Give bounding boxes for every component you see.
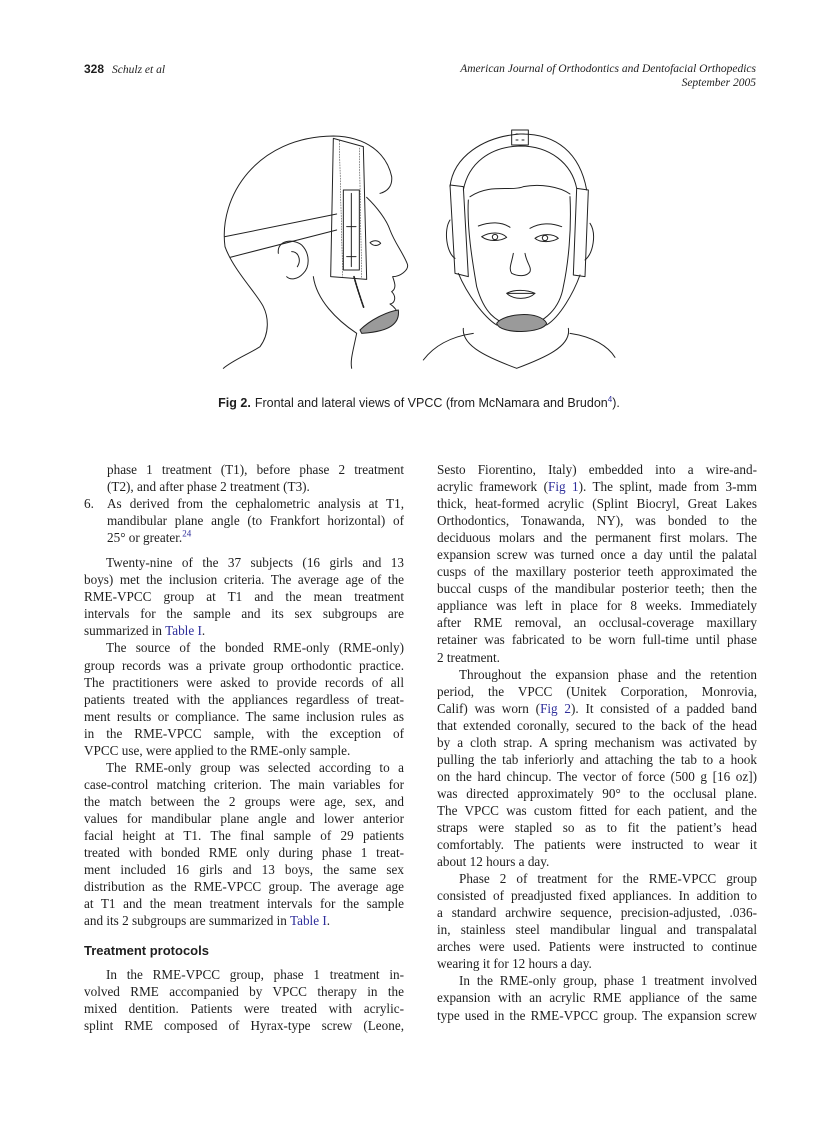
page-number: 328 <box>84 62 105 76</box>
text-line: volved RME accompanied by VPCC therapy in the <box>84 984 404 1000</box>
text-line: treated with bonded RME only during phase 1 treat- <box>84 845 404 861</box>
running-header-right <box>460 62 756 90</box>
paragraph <box>84 759 404 929</box>
text-line: deciduous molars and the permanent first molars. The <box>437 530 757 546</box>
caption-reference[interactable]: 4 <box>607 394 613 404</box>
text-line: The RME-only group was selected according to a <box>106 759 404 775</box>
text-line: facial height at T1. The final sample of 29 patients <box>84 827 404 843</box>
text-line: Orthodontics, Tonawanda, NY), was bonded to the <box>437 513 757 529</box>
cross-reference-link[interactable]: Table I <box>165 623 202 639</box>
text-line: group records was a private group orthodontic practice. <box>84 657 404 673</box>
text-line: at T1 and the mean treatment intervals for the sample <box>84 896 404 912</box>
text-line: The practitioners were asked to provide records of all <box>84 674 404 690</box>
list-number: 6. <box>84 496 94 512</box>
text-line: and its 2 subgroups are summarized in Table I. <box>84 913 331 929</box>
text-line: phase 1 treatment (T1), before phase 2 treatment <box>107 462 404 477</box>
reference-superscript[interactable]: 24 <box>182 528 192 539</box>
caption-end: ). <box>612 396 620 410</box>
text-line: arches were used. Patients were instructed to continue <box>437 939 757 955</box>
text-line: was directed approximately 90° to the occlusal plane. <box>437 785 757 801</box>
text-line: the match between the 2 groups were age, sex, and <box>84 793 404 809</box>
cross-reference-link[interactable]: Fig 2 <box>540 700 572 716</box>
text-line: 25° or greater.$^{24}$ <box>107 528 192 546</box>
issue-date: September 2005 <box>681 77 756 89</box>
frontal-view-drawing <box>423 130 615 368</box>
text-line: intervals for the sample and its sex subgroups are <box>84 606 404 622</box>
text-line: 2 treatment. <box>437 649 500 665</box>
text-line: Twenty-nine of the 37 subjects (16 girls and 13 <box>106 555 404 571</box>
text-line: by a cloth strap. A spring mechanism was activated by <box>437 734 757 750</box>
text-line: type used in the RME-VPCC group. The expansion screw <box>437 1007 757 1023</box>
paragraph <box>437 461 757 666</box>
text-line: after RME removal, an occlusal-coverage maxillary <box>437 615 757 631</box>
text-line: retainer was fabricated to be worn full-time until phase <box>437 632 757 648</box>
text-line: As derived from the cephalometric analysis at T1, <box>107 496 404 512</box>
text-line: Calif) was worn (Fig 2). It consisted of a padded band <box>437 700 757 716</box>
paragraph <box>437 870 757 972</box>
text-line: a standard archwire sequence, precision-adjusted, .036- <box>437 905 757 921</box>
authors: Schulz et al <box>112 64 166 76</box>
paragraph <box>84 554 404 639</box>
figure-label: Fig 2. <box>218 396 251 410</box>
text-line: comfortably. The patients were instructed to wear it <box>437 837 757 853</box>
text-line: cusps of the maxillary posterior teeth approximated the <box>437 564 757 580</box>
text-line: buccal cusps of the mandibular posterior teeth; then the <box>437 581 757 597</box>
cross-reference-link[interactable]: Fig 1 <box>547 479 579 495</box>
text-line: in the RME-VPCC sample, with the exception of <box>84 725 404 741</box>
text-line: case-control matching criterion. The main variables for <box>84 776 404 792</box>
text-line: In the RME-only group, phase 1 treatment involved <box>459 973 757 989</box>
text-line: on the hard chincup. The vector of force (500 g [16 oz]) <box>437 768 757 784</box>
cross-reference-link[interactable]: Table I <box>289 913 327 929</box>
text-line: in, stainless steel mandibular lingual and transpalatal <box>437 922 757 938</box>
text-line: Phase 2 of treatment for the RME-VPCC group <box>459 871 757 887</box>
text-line: distribution as the RME-VPCC group. The average age <box>84 879 404 895</box>
paragraph <box>84 639 404 758</box>
text-line: consisted of preadjusted fixed appliances. In addition to <box>437 888 757 904</box>
text-line: mixed dentition. Patients were treated with acrylic- <box>84 1001 404 1017</box>
text-line: wearing it for 12 hours a day. <box>437 956 592 972</box>
journal-title: American Journal of Orthodontics and Dentofacial Orthopedics <box>460 63 756 75</box>
text-line: RME-VPCC group at T1 and the mean treatment <box>84 589 404 605</box>
paragraph <box>437 666 757 871</box>
text-line: that extended coronally, secured to the back of the head <box>437 717 757 733</box>
text-line: appliance was left in place for 8 weeks. Immediately <box>437 598 757 614</box>
list-item <box>84 461 404 495</box>
vpcc-illustration <box>210 120 660 380</box>
section-heading: Treatment protocols <box>84 943 209 959</box>
text-line: In the RME-VPCC group, phase 1 treatment in- <box>106 967 404 983</box>
text-line: patients treated with the appliances regardless of treat- <box>84 691 404 707</box>
text-line: thick, heat-formed acrylic (Splint Biocryl, Great Lakes <box>437 496 757 512</box>
text-line: VPCC use, were applied to the RME-only sample. <box>84 742 351 758</box>
right-column <box>437 461 757 1024</box>
paragraph <box>437 972 757 1023</box>
text-line: boys) met the inclusion criteria. The average age of the <box>84 572 404 588</box>
text-line: (T2), and after phase 2 treatment (T3). <box>107 479 310 495</box>
running-header-left <box>84 62 165 76</box>
text-line: ment included 16 girls and 13 boys, the same sex <box>84 862 404 878</box>
text-line: Sesto Fiorentino, Italy) embedded into a wire-and- <box>437 462 757 477</box>
text-line: mandibular plane angle (to Frankfort horizontal) of <box>107 513 404 529</box>
figure-caption <box>0 396 838 410</box>
caption-text: Frontal and lateral views of VPCC (from McNamara and Brudon <box>254 396 608 410</box>
text-line: Throughout the expansion phase and the retention <box>459 666 757 682</box>
text-line: summarized in Table I. <box>84 623 206 639</box>
paragraph <box>84 966 404 1034</box>
text-line: values for mandibular plane angle and lower anterior <box>84 810 404 826</box>
text-line: ment results or compliance. The same inclusion rules as <box>84 708 404 724</box>
text-line: straps were stapled so as to fit the patient’s head <box>437 819 757 835</box>
text-line: acrylic framework (Fig 1). The splint, made from 3-mm <box>437 479 758 495</box>
left-column <box>84 461 404 1034</box>
list-item <box>84 495 404 546</box>
lateral-view-drawing <box>223 136 407 368</box>
text-line: The VPCC was custom fitted for each patient, and the <box>437 802 757 818</box>
text-line: expansion with an acrylic RME appliance of the same <box>437 990 757 1006</box>
text-line: about 12 hours a day. <box>437 854 550 870</box>
text-line: period, the VPCC (Unitek Corporation, Monrovia, <box>437 683 757 699</box>
text-line: expansion screw was turned once a day until the palatal <box>437 547 757 563</box>
text-line: The source of the bonded RME-only (RME-only) <box>106 640 404 656</box>
text-line: pulling the tab inferiorly and attaching the tab to a hook <box>437 751 757 767</box>
text-line: splint RME composed of Hyrax-type screw (Leone, <box>84 1018 404 1034</box>
